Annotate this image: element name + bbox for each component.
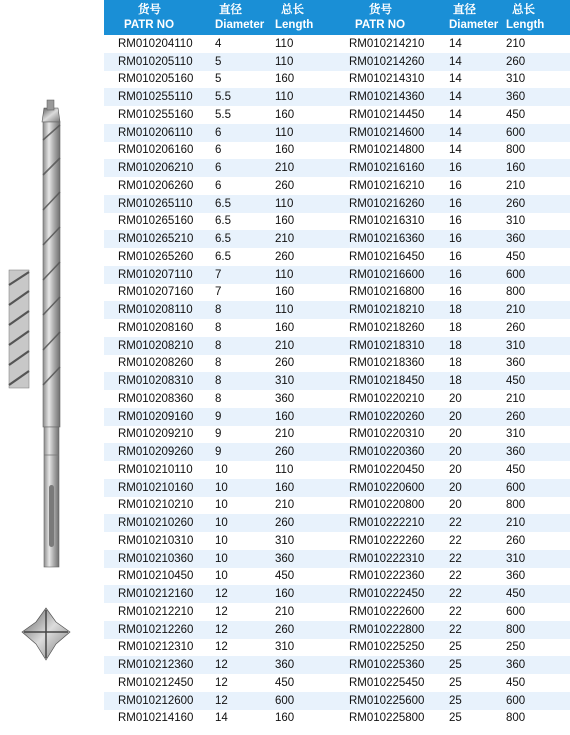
- table-row: [104, 426, 570, 444]
- part-number-cell: RM010206160: [104, 142, 205, 160]
- part-number-cell: RM010216800: [335, 284, 439, 302]
- part-number-cell: RM010207160: [104, 284, 205, 302]
- part-number-cell: RM010208360: [104, 390, 205, 408]
- product-images: [0, 0, 100, 735]
- length-cell: 600: [269, 692, 335, 710]
- table-row: [104, 390, 570, 408]
- diameter-cell: 16: [439, 230, 500, 248]
- part-number-cell: RM010218260: [335, 319, 439, 337]
- part-number-cell: RM010212160: [104, 585, 205, 603]
- length-cell: 260: [500, 53, 570, 71]
- diameter-cell: 9: [205, 443, 269, 461]
- diameter-cell: 10: [205, 461, 269, 479]
- part-number-cell: RM010214800: [335, 142, 439, 160]
- length-cell: 800: [500, 497, 570, 515]
- table-row: [104, 142, 570, 160]
- table-row: [104, 639, 570, 657]
- part-number-cell: RM010225800: [335, 710, 439, 728]
- diameter-cell: 22: [439, 550, 500, 568]
- length-cell: 310: [269, 372, 335, 390]
- part-number-cell: RM010214360: [335, 88, 439, 106]
- part-number-cell: RM010216210: [335, 177, 439, 195]
- diameter-cell: 8: [205, 355, 269, 373]
- part-number-cell: RM010206260: [104, 177, 205, 195]
- part-number-cell: RM010208310: [104, 372, 205, 390]
- length-cell: 450: [269, 568, 335, 586]
- part-number-cell: RM010209160: [104, 408, 205, 426]
- part-number-cell: RM010216260: [335, 195, 439, 213]
- part-number-cell: RM010208210: [104, 337, 205, 355]
- part-number-cell: RM010216160: [335, 159, 439, 177]
- part-number-cell: RM010210110: [104, 461, 205, 479]
- part-number-cell: RM010222210: [335, 514, 439, 532]
- diameter-cell: 12: [205, 585, 269, 603]
- diameter-cell: 6.5: [205, 248, 269, 266]
- part-number-cell: RM010210160: [104, 479, 205, 497]
- diameter-cell: 22: [439, 514, 500, 532]
- length-cell: 360: [500, 88, 570, 106]
- length-cell: 210: [269, 230, 335, 248]
- diameter-cell: 10: [205, 532, 269, 550]
- diameter-cell: 18: [439, 319, 500, 337]
- part-number-cell: RM010210450: [104, 568, 205, 586]
- length-cell: 160: [269, 213, 335, 231]
- part-number-cell: RM010220210: [335, 390, 439, 408]
- part-number-cell: RM010218210: [335, 301, 439, 319]
- header-length: 总长 Length: [500, 0, 570, 35]
- diameter-cell: 22: [439, 585, 500, 603]
- table-row: [104, 603, 570, 621]
- length-cell: 110: [269, 195, 335, 213]
- part-number-cell: RM010225360: [335, 656, 439, 674]
- diameter-cell: 20: [439, 390, 500, 408]
- part-number-cell: RM010214260: [335, 53, 439, 71]
- part-number-cell: RM010210260: [104, 514, 205, 532]
- length-cell: 160: [269, 479, 335, 497]
- length-cell: 260: [500, 319, 570, 337]
- table-row: [104, 443, 570, 461]
- length-cell: 210: [500, 514, 570, 532]
- length-cell: 360: [500, 568, 570, 586]
- part-number-cell: RM010212360: [104, 656, 205, 674]
- diameter-cell: 8: [205, 372, 269, 390]
- length-cell: 160: [269, 106, 335, 124]
- part-number-cell: RM010212260: [104, 621, 205, 639]
- diameter-cell: 8: [205, 337, 269, 355]
- diameter-cell: 5.5: [205, 88, 269, 106]
- part-number-cell: RM010214210: [335, 35, 439, 53]
- diameter-cell: 8: [205, 301, 269, 319]
- table-row: [104, 514, 570, 532]
- table-row: [104, 674, 570, 692]
- diameter-cell: 5.5: [205, 106, 269, 124]
- part-number-cell: RM010225450: [335, 674, 439, 692]
- diameter-cell: 16: [439, 266, 500, 284]
- diameter-cell: 18: [439, 337, 500, 355]
- part-number-cell: RM010214310: [335, 71, 439, 89]
- header-diameter: 直径 Diameter: [205, 0, 269, 35]
- table-row: [104, 532, 570, 550]
- diameter-cell: 12: [205, 621, 269, 639]
- length-cell: 310: [269, 639, 335, 657]
- diameter-cell: 25: [439, 692, 500, 710]
- table-row: [104, 159, 570, 177]
- part-number-cell: RM010255110: [104, 88, 205, 106]
- length-cell: 800: [500, 142, 570, 160]
- length-cell: 260: [269, 443, 335, 461]
- part-number-cell: RM010220800: [335, 497, 439, 515]
- diameter-cell: 12: [205, 639, 269, 657]
- length-cell: 160: [269, 319, 335, 337]
- diameter-cell: 25: [439, 656, 500, 674]
- diameter-cell: 12: [205, 674, 269, 692]
- length-cell: 450: [500, 248, 570, 266]
- part-number-cell: RM010220360: [335, 443, 439, 461]
- length-cell: 310: [500, 426, 570, 444]
- cross-tip-image: [22, 608, 70, 660]
- length-cell: 260: [269, 355, 335, 373]
- diameter-cell: 20: [439, 443, 500, 461]
- diameter-cell: 20: [439, 497, 500, 515]
- diameter-cell: 22: [439, 532, 500, 550]
- diameter-cell: 14: [439, 71, 500, 89]
- header-diameter: 直径 Diameter: [439, 0, 500, 35]
- diameter-cell: 6: [205, 124, 269, 142]
- diameter-cell: 22: [439, 568, 500, 586]
- table-body: [104, 35, 570, 727]
- length-cell: 600: [500, 479, 570, 497]
- part-number-cell: RM010216310: [335, 213, 439, 231]
- part-number-cell: RM010216600: [335, 266, 439, 284]
- table-row: [104, 319, 570, 337]
- diameter-cell: 14: [439, 35, 500, 53]
- length-cell: 210: [500, 390, 570, 408]
- table-row: [104, 355, 570, 373]
- diameter-cell: 6: [205, 159, 269, 177]
- part-number-cell: RM010216360: [335, 230, 439, 248]
- table-row: [104, 656, 570, 674]
- table-row: [104, 195, 570, 213]
- table-row: [104, 248, 570, 266]
- part-number-cell: RM010222600: [335, 603, 439, 621]
- length-cell: 210: [269, 426, 335, 444]
- part-number-cell: RM010212600: [104, 692, 205, 710]
- part-number-cell: RM010205160: [104, 71, 205, 89]
- length-cell: 260: [500, 408, 570, 426]
- table-row: [104, 88, 570, 106]
- table-row: [104, 621, 570, 639]
- length-cell: 210: [269, 159, 335, 177]
- part-number-cell: RM010222800: [335, 621, 439, 639]
- length-cell: 210: [269, 497, 335, 515]
- length-cell: 260: [500, 532, 570, 550]
- table-row: [104, 479, 570, 497]
- diameter-cell: 18: [439, 355, 500, 373]
- part-number-cell: RM010265210: [104, 230, 205, 248]
- part-number-cell: RM010218360: [335, 355, 439, 373]
- diameter-cell: 25: [439, 674, 500, 692]
- table-row: [104, 177, 570, 195]
- length-cell: 360: [269, 550, 335, 568]
- length-cell: 600: [500, 603, 570, 621]
- part-number-cell: RM010222260: [335, 532, 439, 550]
- diameter-cell: 14: [439, 124, 500, 142]
- part-number-cell: RM010212210: [104, 603, 205, 621]
- diameter-cell: 14: [439, 106, 500, 124]
- length-cell: 310: [500, 71, 570, 89]
- length-cell: 160: [269, 142, 335, 160]
- length-cell: 210: [500, 177, 570, 195]
- table-row: [104, 106, 570, 124]
- length-cell: 160: [269, 284, 335, 302]
- length-cell: 110: [269, 35, 335, 53]
- diameter-cell: 10: [205, 514, 269, 532]
- part-number-cell: RM010209260: [104, 443, 205, 461]
- length-cell: 160: [269, 71, 335, 89]
- length-cell: 160: [269, 710, 335, 728]
- table-row: [104, 568, 570, 586]
- part-number-cell: RM010210310: [104, 532, 205, 550]
- diameter-cell: 20: [439, 426, 500, 444]
- table-row: [104, 337, 570, 355]
- table-row: [104, 408, 570, 426]
- length-cell: 250: [500, 639, 570, 657]
- length-cell: 110: [269, 301, 335, 319]
- diameter-cell: 16: [439, 213, 500, 231]
- length-cell: 450: [500, 674, 570, 692]
- diameter-cell: 6.5: [205, 195, 269, 213]
- diameter-cell: 5: [205, 53, 269, 71]
- header-code: 货号 PATR NO: [335, 0, 439, 35]
- table-row: [104, 497, 570, 515]
- diameter-cell: 8: [205, 319, 269, 337]
- diameter-cell: 7: [205, 284, 269, 302]
- table-row: [104, 53, 570, 71]
- part-number-cell: RM010206210: [104, 159, 205, 177]
- part-number-cell: RM010210360: [104, 550, 205, 568]
- diameter-cell: 10: [205, 568, 269, 586]
- length-cell: 450: [500, 585, 570, 603]
- length-cell: 360: [269, 656, 335, 674]
- length-cell: 360: [500, 443, 570, 461]
- length-cell: 450: [500, 106, 570, 124]
- diameter-cell: 6.5: [205, 230, 269, 248]
- part-number-cell: RM010265160: [104, 213, 205, 231]
- length-cell: 600: [500, 124, 570, 142]
- diameter-cell: 16: [439, 284, 500, 302]
- part-number-cell: RM010265110: [104, 195, 205, 213]
- length-cell: 160: [500, 159, 570, 177]
- length-cell: 210: [269, 603, 335, 621]
- length-cell: 450: [269, 674, 335, 692]
- diameter-cell: 20: [439, 408, 500, 426]
- length-cell: 210: [500, 301, 570, 319]
- diameter-cell: 12: [205, 603, 269, 621]
- diameter-cell: 8: [205, 390, 269, 408]
- table-row: [104, 230, 570, 248]
- table-row: [104, 213, 570, 231]
- length-cell: 110: [269, 266, 335, 284]
- diameter-cell: 12: [205, 656, 269, 674]
- length-cell: 260: [500, 195, 570, 213]
- length-cell: 260: [269, 621, 335, 639]
- length-cell: 310: [500, 337, 570, 355]
- length-cell: 210: [500, 35, 570, 53]
- part-number-cell: RM010214160: [104, 710, 205, 728]
- diameter-cell: 9: [205, 426, 269, 444]
- diameter-cell: 6: [205, 142, 269, 160]
- diameter-cell: 22: [439, 621, 500, 639]
- diameter-cell: 6: [205, 177, 269, 195]
- diameter-cell: 18: [439, 372, 500, 390]
- part-number-cell: RM010210210: [104, 497, 205, 515]
- diameter-cell: 18: [439, 301, 500, 319]
- diameter-cell: 14: [439, 88, 500, 106]
- length-cell: 360: [500, 656, 570, 674]
- length-cell: 260: [269, 248, 335, 266]
- diameter-cell: 22: [439, 603, 500, 621]
- part-number-cell: RM010255160: [104, 106, 205, 124]
- diameter-cell: 16: [439, 195, 500, 213]
- table-row: [104, 461, 570, 479]
- length-cell: 260: [269, 514, 335, 532]
- length-cell: 210: [269, 337, 335, 355]
- part-number-cell: RM010220260: [335, 408, 439, 426]
- part-number-cell: RM010208160: [104, 319, 205, 337]
- part-number-cell: RM010225250: [335, 639, 439, 657]
- spec-table: [104, 0, 570, 727]
- part-number-cell: RM010205110: [104, 53, 205, 71]
- part-number-cell: RM010214450: [335, 106, 439, 124]
- length-cell: 600: [500, 266, 570, 284]
- diameter-cell: 20: [439, 461, 500, 479]
- part-number-cell: RM010212310: [104, 639, 205, 657]
- diameter-cell: 16: [439, 248, 500, 266]
- diameter-cell: 7: [205, 266, 269, 284]
- diameter-cell: 14: [439, 53, 500, 71]
- part-number-cell: RM010204110: [104, 35, 205, 53]
- length-cell: 310: [500, 550, 570, 568]
- diameter-cell: 5: [205, 71, 269, 89]
- diameter-cell: 14: [205, 710, 269, 728]
- table-row: [104, 124, 570, 142]
- length-cell: 450: [500, 461, 570, 479]
- length-cell: 360: [500, 355, 570, 373]
- diameter-cell: 20: [439, 479, 500, 497]
- length-cell: 310: [500, 213, 570, 231]
- part-number-cell: RM010220450: [335, 461, 439, 479]
- table-header: [104, 0, 570, 35]
- table-row: [104, 585, 570, 603]
- table-row: [104, 710, 570, 728]
- diameter-cell: 10: [205, 497, 269, 515]
- length-cell: 110: [269, 461, 335, 479]
- part-number-cell: RM010218310: [335, 337, 439, 355]
- part-number-cell: RM010265260: [104, 248, 205, 266]
- table-row: [104, 550, 570, 568]
- diameter-cell: 10: [205, 550, 269, 568]
- length-cell: 110: [269, 124, 335, 142]
- diameter-cell: 16: [439, 177, 500, 195]
- length-cell: 310: [269, 532, 335, 550]
- part-number-cell: RM010214600: [335, 124, 439, 142]
- length-cell: 600: [500, 692, 570, 710]
- part-number-cell: RM010218450: [335, 372, 439, 390]
- diameter-cell: 10: [205, 479, 269, 497]
- diameter-cell: 6.5: [205, 213, 269, 231]
- part-number-cell: RM010220310: [335, 426, 439, 444]
- table-row: [104, 692, 570, 710]
- header-length: 总长 Length: [269, 0, 335, 35]
- diameter-cell: 4: [205, 35, 269, 53]
- length-cell: 800: [500, 284, 570, 302]
- part-number-cell: RM010208110: [104, 301, 205, 319]
- drill-bit-image: [42, 100, 60, 567]
- part-number-cell: RM010222310: [335, 550, 439, 568]
- table-row: [104, 71, 570, 89]
- length-cell: 360: [269, 390, 335, 408]
- table-row: [104, 372, 570, 390]
- table-row: [104, 301, 570, 319]
- table-row: [104, 35, 570, 53]
- part-number-cell: RM010212450: [104, 674, 205, 692]
- length-cell: 800: [500, 621, 570, 639]
- diameter-cell: 25: [439, 639, 500, 657]
- part-number-cell: RM010209210: [104, 426, 205, 444]
- length-cell: 260: [269, 177, 335, 195]
- header-code: 货号 PATR NO: [104, 0, 205, 35]
- diameter-cell: 16: [439, 159, 500, 177]
- diameter-cell: 25: [439, 710, 500, 728]
- length-cell: 160: [269, 408, 335, 426]
- part-number-cell: RM010225600: [335, 692, 439, 710]
- length-cell: 160: [269, 585, 335, 603]
- table-row: [104, 284, 570, 302]
- part-number-cell: RM010207110: [104, 266, 205, 284]
- diameter-cell: 9: [205, 408, 269, 426]
- length-cell: 110: [269, 88, 335, 106]
- length-cell: 800: [500, 710, 570, 728]
- diameter-cell: 12: [205, 692, 269, 710]
- length-cell: 110: [269, 53, 335, 71]
- part-number-cell: RM010222360: [335, 568, 439, 586]
- length-cell: 360: [500, 230, 570, 248]
- part-number-cell: RM010220600: [335, 479, 439, 497]
- part-number-cell: RM010208260: [104, 355, 205, 373]
- diameter-cell: 14: [439, 142, 500, 160]
- part-number-cell: RM010216450: [335, 248, 439, 266]
- flute-detail-image: [9, 270, 29, 388]
- part-number-cell: RM010206110: [104, 124, 205, 142]
- table-row: [104, 266, 570, 284]
- part-number-cell: RM010222450: [335, 585, 439, 603]
- length-cell: 450: [500, 372, 570, 390]
